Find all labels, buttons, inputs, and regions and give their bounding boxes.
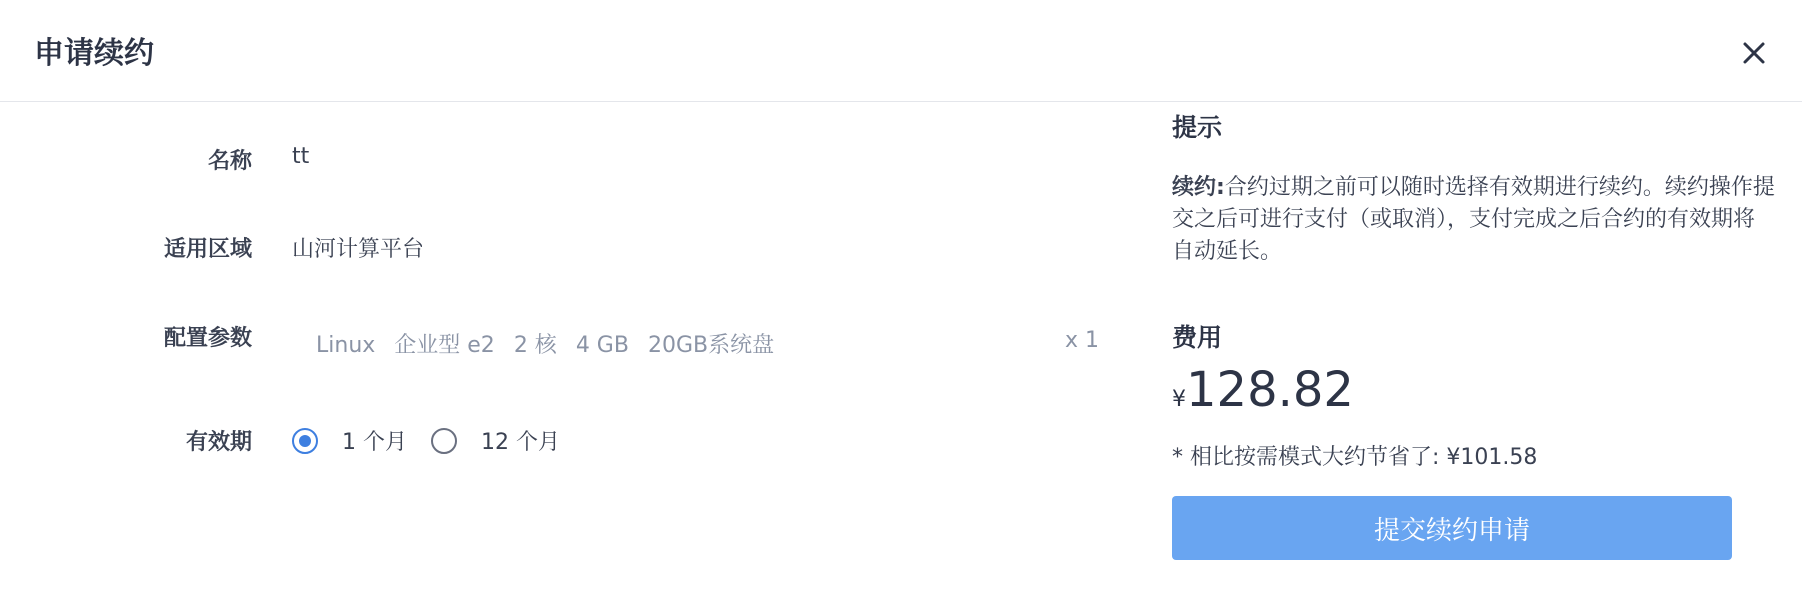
validity-1-month-radio[interactable] <box>292 428 318 454</box>
config-label: 配置参数 <box>163 326 252 351</box>
tip-section <box>1172 108 1776 144</box>
validity-12-month-label[interactable]: 12 个月 <box>481 430 560 455</box>
spec-type: 企业型 e2 <box>394 333 495 358</box>
tip-prefix: 续约: <box>1172 175 1225 200</box>
tip-body: 合约过期之前可以随时选择有效期进行续约。续约操作提交之后可进行支付（或取消），支付完成之后合约的有效期将自动延长。 <box>1172 175 1775 264</box>
saving-text: * 相比按需模式大约节省了: ¥101.58 <box>1172 445 1538 470</box>
tip-text <box>1172 172 1776 268</box>
price-amount: 128.82 <box>1186 362 1354 418</box>
validity-radio-group <box>292 425 584 456</box>
validity-label: 有效期 <box>185 430 252 455</box>
dialog-title: 申请续约 <box>34 36 154 71</box>
fee-title: 费用 <box>1172 323 1223 352</box>
validity-12-month-radio[interactable] <box>431 428 457 454</box>
name-label: 名称 <box>207 149 252 174</box>
spec-quantity: x 1 <box>1064 328 1099 353</box>
region-label: 适用区域 <box>163 237 252 262</box>
dialog-header <box>0 0 1802 102</box>
validity-1-month-label[interactable]: 1 个月 <box>342 430 407 455</box>
close-button[interactable] <box>1735 34 1773 72</box>
close-icon <box>1735 34 1773 72</box>
spec-os: Linux <box>316 333 376 358</box>
spec-memory: 4 GB <box>575 333 629 358</box>
name-value: tt <box>292 144 310 169</box>
spec-disk: 20GB系统盘 <box>647 333 775 358</box>
submit-renewal-button[interactable]: 提交续约申请 <box>1172 496 1732 560</box>
price <box>1172 362 1354 418</box>
config-specs <box>316 328 1111 359</box>
tip-title: 提示 <box>1172 113 1223 142</box>
price-currency: ¥ <box>1172 387 1186 412</box>
region-value: 山河计算平台 <box>292 237 425 262</box>
spec-cpu: 2 核 <box>513 333 557 358</box>
